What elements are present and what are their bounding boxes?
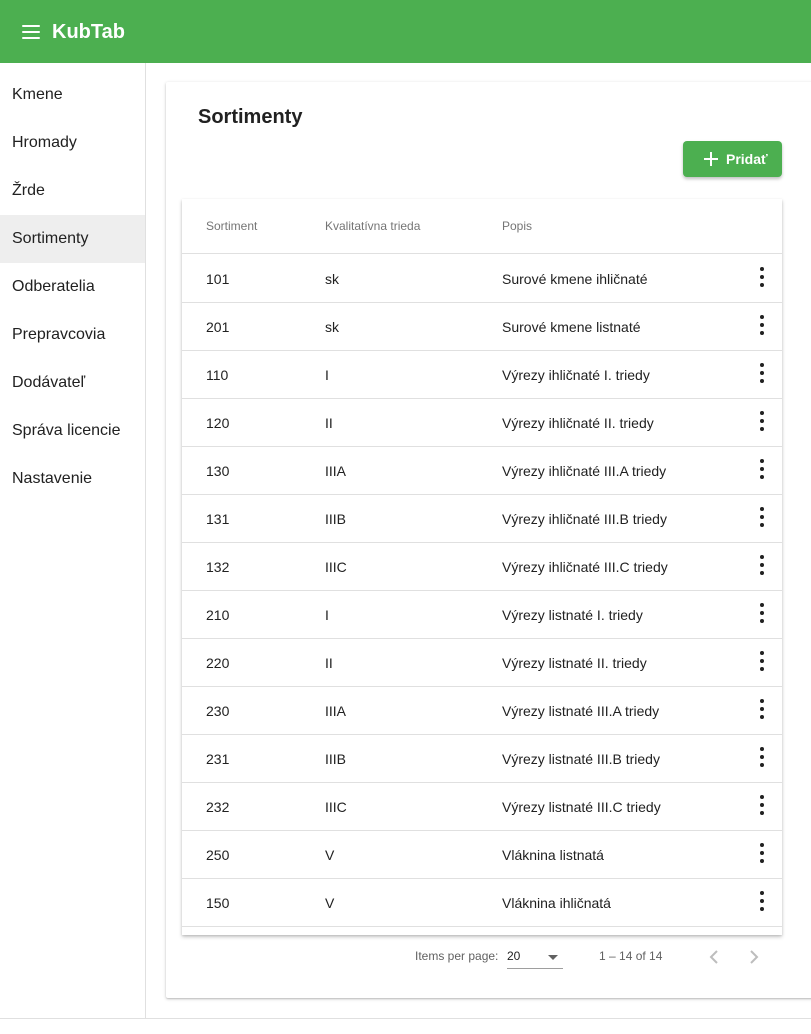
table-row[interactable] (182, 639, 782, 687)
cell-sortiment: 250 (206, 847, 230, 863)
app-title: KubTab (52, 21, 125, 43)
table-row[interactable] (182, 255, 782, 303)
cell-popis: Výrezy ihličnaté I. triedy (502, 367, 650, 383)
more-vert-icon[interactable] (756, 891, 768, 911)
sidebar-item-dodavatel[interactable]: Dodávateľ (12, 374, 86, 391)
column-header-popis[interactable]: Popis (502, 219, 533, 233)
sidebar-item-odberatelia[interactable]: Odberatelia (12, 278, 95, 295)
cell-trieda: IIIA (325, 703, 347, 719)
items-per-page-label: Items per page: (415, 949, 499, 963)
more-vert-icon[interactable] (756, 795, 768, 815)
cell-sortiment: 120 (206, 415, 230, 431)
cell-sortiment: 132 (206, 559, 230, 575)
more-vert-icon[interactable] (756, 411, 768, 431)
cell-sortiment: 110 (206, 367, 229, 383)
cell-popis: Vláknina listnatá (502, 847, 604, 863)
cell-popis: Výrezy ihličnaté III.C triedy (502, 559, 668, 575)
bottom-divider (0, 1018, 811, 1019)
cell-sortiment: 232 (206, 799, 230, 815)
plus-icon (704, 152, 718, 166)
table-header (182, 199, 782, 254)
table-row[interactable] (182, 687, 782, 735)
more-vert-icon[interactable] (756, 843, 768, 863)
items-per-page-select[interactable] (507, 947, 563, 969)
content-card (166, 82, 811, 998)
menu-icon[interactable] (21, 22, 41, 42)
cell-popis: Vláknina ihličnatá (502, 895, 611, 911)
cell-trieda: sk (325, 319, 339, 335)
more-vert-icon[interactable] (756, 363, 768, 383)
column-header-trieda[interactable]: Kvalitatívna trieda (325, 219, 421, 233)
cell-popis: Výrezy listnaté II. triedy (502, 655, 647, 671)
cell-popis: Výrezy listnaté I. triedy (502, 607, 643, 623)
cell-popis: Výrezy listnaté III.B triedy (502, 751, 660, 767)
table-row[interactable] (182, 495, 782, 543)
cell-sortiment: 131 (206, 511, 230, 527)
cell-popis: Výrezy ihličnaté III.A triedy (502, 463, 667, 479)
column-header-sortiment[interactable]: Sortiment (206, 219, 258, 233)
table-row[interactable] (182, 735, 782, 783)
cell-trieda: IIIA (325, 463, 347, 479)
table-row[interactable] (182, 399, 782, 447)
more-vert-icon[interactable] (756, 315, 768, 335)
cell-popis: Výrezy listnaté III.C triedy (502, 799, 661, 815)
chevron-left-icon (702, 945, 726, 969)
table-row[interactable] (182, 447, 782, 495)
cell-popis: Surové kmene listnaté (502, 319, 641, 335)
sidebar (0, 63, 146, 1019)
more-vert-icon[interactable] (756, 603, 768, 623)
table-row[interactable] (182, 351, 782, 399)
cell-sortiment: 130 (206, 463, 230, 479)
cell-sortiment: 230 (206, 703, 230, 719)
cell-popis: Výrezy ihličnaté III.B triedy (502, 511, 667, 527)
sidebar-item-nastavenie[interactable]: Nastavenie (12, 470, 93, 487)
sidebar-item-sortimenty[interactable]: Sortimenty (0, 215, 145, 263)
cell-trieda: II (325, 415, 333, 431)
more-vert-icon[interactable] (756, 699, 768, 719)
app-toolbar (0, 0, 811, 63)
more-vert-icon[interactable] (756, 267, 768, 287)
more-vert-icon[interactable] (756, 555, 768, 575)
cell-sortiment: 150 (206, 895, 230, 911)
sidebar-item-prepravcovia[interactable]: Prepravcovia (12, 326, 106, 343)
cell-sortiment: 210 (206, 607, 230, 623)
cell-trieda: IIIC (325, 559, 347, 575)
sidebar-item-sprava-licencie[interactable]: Správa licencie (12, 422, 121, 439)
cell-trieda: V (325, 895, 335, 911)
cell-trieda: I (325, 367, 329, 383)
table-row[interactable] (182, 783, 782, 831)
page-range-label: 1 – 14 of 14 (599, 949, 663, 963)
cell-trieda: V (325, 847, 335, 863)
paginator (166, 935, 811, 991)
more-vert-icon[interactable] (756, 507, 768, 527)
sidebar-item-zrde[interactable]: Žrde (12, 182, 45, 199)
cell-trieda: IIIC (325, 799, 347, 815)
cell-trieda: IIIB (325, 511, 347, 527)
cell-sortiment: 220 (206, 655, 230, 671)
cell-trieda: I (325, 607, 329, 623)
cell-trieda: II (325, 655, 333, 671)
sortiment-table (182, 199, 782, 935)
cell-sortiment: 101 (206, 271, 230, 287)
cell-sortiment: 201 (206, 319, 230, 335)
cell-sortiment: 231 (206, 751, 230, 767)
table-row[interactable] (182, 303, 782, 351)
items-per-page-value: 20 (507, 949, 521, 963)
sidebar-item-kmene[interactable]: Kmene (12, 86, 63, 103)
cell-popis: Výrezy ihličnaté II. triedy (502, 415, 654, 431)
add-button-label: Pridať (726, 151, 768, 167)
cell-trieda: sk (325, 271, 339, 287)
table-row[interactable] (182, 591, 782, 639)
table-row[interactable] (182, 879, 782, 927)
cell-popis: Surové kmene ihličnaté (502, 271, 648, 287)
table-row[interactable] (182, 543, 782, 591)
more-vert-icon[interactable] (756, 459, 768, 479)
previous-page-button[interactable] (702, 945, 726, 969)
chevron-right-icon (742, 945, 766, 969)
page-title: Sortimenty (198, 106, 303, 128)
next-page-button[interactable] (742, 945, 766, 969)
sidebar-item-hromady[interactable]: Hromady (12, 134, 77, 151)
cell-popis: Výrezy listnaté III.A triedy (502, 703, 660, 719)
more-vert-icon[interactable] (756, 747, 768, 767)
more-vert-icon[interactable] (756, 651, 768, 671)
cell-trieda: IIIB (325, 751, 347, 767)
table-row[interactable] (182, 831, 782, 879)
arrow-drop-down-icon (548, 955, 558, 960)
add-button[interactable] (683, 141, 782, 177)
